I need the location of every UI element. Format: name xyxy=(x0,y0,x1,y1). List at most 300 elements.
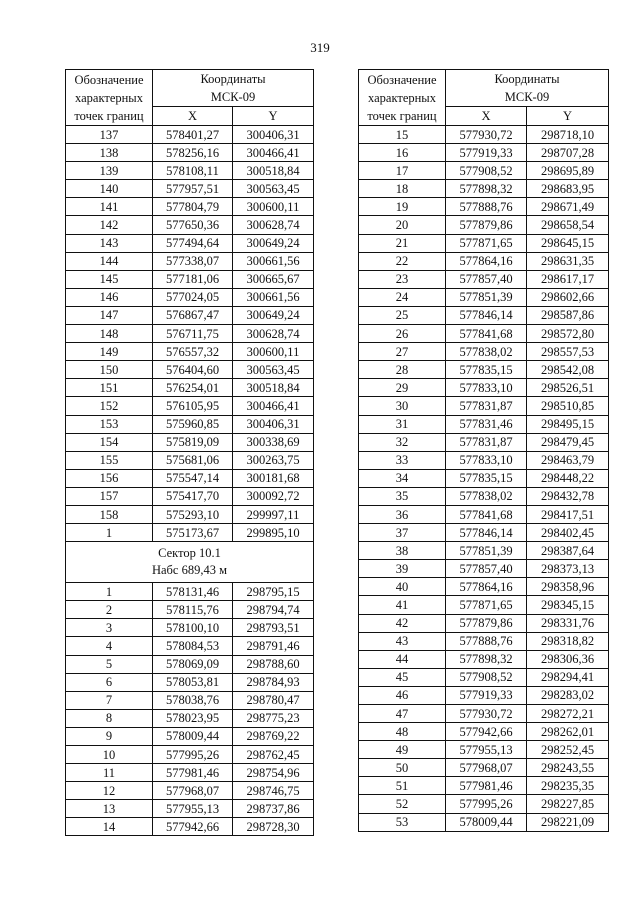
table-row xyxy=(66,782,314,800)
y-coordinate-cell: 298658,54 xyxy=(527,216,609,234)
x-column-header: X xyxy=(446,107,527,126)
y-coordinate-cell: 298294,41 xyxy=(527,668,609,686)
point-number-cell: 148 xyxy=(66,325,153,343)
point-number-cell: 142 xyxy=(66,216,153,234)
x-coordinate-cell: 576867,47 xyxy=(153,306,233,324)
y-coordinate-cell: 300628,74 xyxy=(233,325,314,343)
y-coordinate-cell: 300092,72 xyxy=(233,487,314,505)
point-number-cell: 14 xyxy=(66,818,153,836)
x-coordinate-cell: 577833,10 xyxy=(446,451,527,469)
table-row xyxy=(359,162,609,180)
x-coordinate-cell: 578069,09 xyxy=(153,655,233,673)
x-coordinate-cell: 577804,79 xyxy=(153,198,233,216)
table-row xyxy=(66,487,314,505)
x-coordinate-cell: 578009,44 xyxy=(153,727,233,745)
x-coordinate-cell: 577835,15 xyxy=(446,469,527,487)
y-coordinate-cell: 298510,85 xyxy=(527,397,609,415)
table-row xyxy=(66,234,314,252)
y-coordinate-cell: 298448,22 xyxy=(527,469,609,487)
table-row xyxy=(359,777,609,795)
coordinates-header: Координаты МСК-09 xyxy=(153,70,314,107)
section-area: Набс 689,43 м xyxy=(151,563,228,578)
point-number-cell: 152 xyxy=(66,397,153,415)
table-row xyxy=(359,451,609,469)
table-row xyxy=(359,632,609,650)
y-coordinate-cell: 298463,79 xyxy=(527,451,609,469)
table-row xyxy=(66,727,314,745)
y-coordinate-cell: 298542,08 xyxy=(527,361,609,379)
point-number-cell: 7 xyxy=(66,691,153,709)
point-number-cell: 151 xyxy=(66,379,153,397)
point-number-cell: 39 xyxy=(359,560,446,578)
y-coordinate-cell: 298794,74 xyxy=(233,601,314,619)
x-coordinate-cell: 575417,70 xyxy=(153,487,233,505)
x-coordinate-cell: 577650,36 xyxy=(153,216,233,234)
x-coordinate-cell: 577957,51 xyxy=(153,180,233,198)
x-coordinate-cell: 577888,76 xyxy=(446,198,527,216)
x-coordinate-cell: 577942,66 xyxy=(153,818,233,836)
point-number-cell: 11 xyxy=(66,764,153,782)
y-coordinate-cell: 300466,41 xyxy=(233,144,314,162)
table-row xyxy=(359,723,609,741)
table-row xyxy=(359,795,609,813)
y-coordinate-cell: 298417,51 xyxy=(527,505,609,523)
table-row xyxy=(66,601,314,619)
table-row xyxy=(66,451,314,469)
point-number-cell: 30 xyxy=(359,397,446,415)
table-row xyxy=(359,198,609,216)
table-row xyxy=(66,469,314,487)
x-coordinate-cell: 577851,39 xyxy=(446,542,527,560)
point-number-cell: 31 xyxy=(359,415,446,433)
y-coordinate-cell: 298227,85 xyxy=(527,795,609,813)
x-coordinate-cell: 577871,65 xyxy=(446,234,527,252)
x-coordinate-cell: 577981,46 xyxy=(153,764,233,782)
y-column-header: Y xyxy=(233,107,314,126)
x-coordinate-cell: 577838,02 xyxy=(446,343,527,361)
table-row xyxy=(359,306,609,324)
x-coordinate-cell: 577995,26 xyxy=(153,746,233,764)
y-coordinate-cell: 298526,51 xyxy=(527,379,609,397)
point-number-cell: 41 xyxy=(359,596,446,614)
x-coordinate-cell: 577919,33 xyxy=(446,686,527,704)
table-row xyxy=(359,126,609,144)
point-number-cell: 42 xyxy=(359,614,446,632)
table-row xyxy=(359,614,609,632)
point-number-cell: 6 xyxy=(66,673,153,691)
y-coordinate-cell: 298617,17 xyxy=(527,270,609,288)
table-row xyxy=(359,705,609,723)
table-row xyxy=(66,524,314,542)
table-row xyxy=(66,361,314,379)
x-coordinate-cell: 575173,67 xyxy=(153,524,233,542)
table-row xyxy=(359,252,609,270)
table-row xyxy=(359,759,609,777)
x-coordinate-cell: 577995,26 xyxy=(446,795,527,813)
point-number-cell: 34 xyxy=(359,469,446,487)
table-row xyxy=(359,288,609,306)
point-number-cell: 158 xyxy=(66,505,153,523)
point-number-cell: 156 xyxy=(66,469,153,487)
x-coordinate-cell: 577981,46 xyxy=(446,777,527,795)
y-coordinate-cell: 298602,66 xyxy=(527,288,609,306)
x-coordinate-cell: 577831,87 xyxy=(446,433,527,451)
point-number-cell: 17 xyxy=(359,162,446,180)
x-coordinate-cell: 577968,07 xyxy=(153,782,233,800)
y-coordinate-cell: 300661,56 xyxy=(233,288,314,306)
x-coordinate-cell: 578401,27 xyxy=(153,126,233,144)
table-row xyxy=(359,578,609,596)
y-coordinate-cell: 298784,93 xyxy=(233,673,314,691)
point-number-cell: 52 xyxy=(359,795,446,813)
point-number-cell: 47 xyxy=(359,705,446,723)
coordinates-table-right xyxy=(358,69,609,832)
table-row xyxy=(359,234,609,252)
x-coordinate-cell: 577942,66 xyxy=(446,723,527,741)
point-number-cell: 33 xyxy=(359,451,446,469)
page-number: 319 xyxy=(310,40,330,55)
x-coordinate-cell: 577841,68 xyxy=(446,505,527,523)
table-row xyxy=(359,415,609,433)
point-number-cell: 138 xyxy=(66,144,153,162)
table-row xyxy=(66,198,314,216)
table-row xyxy=(66,415,314,433)
point-number-cell: 20 xyxy=(359,216,446,234)
point-number-cell: 53 xyxy=(359,813,446,831)
y-coordinate-cell: 298272,21 xyxy=(527,705,609,723)
table-row xyxy=(359,668,609,686)
x-coordinate-cell: 577857,40 xyxy=(446,270,527,288)
y-coordinate-cell: 298235,35 xyxy=(527,777,609,795)
table-row xyxy=(359,741,609,759)
table-row xyxy=(66,270,314,288)
point-number-cell: 46 xyxy=(359,686,446,704)
y-coordinate-cell: 298345,15 xyxy=(527,596,609,614)
point-number-cell: 19 xyxy=(359,198,446,216)
table-row xyxy=(359,180,609,198)
point-number-cell: 143 xyxy=(66,234,153,252)
y-coordinate-cell: 298718,10 xyxy=(527,126,609,144)
table-row xyxy=(66,252,314,270)
x-coordinate-cell: 577908,52 xyxy=(446,162,527,180)
y-coordinate-cell: 300600,11 xyxy=(233,343,314,361)
y-coordinate-cell: 298358,96 xyxy=(527,578,609,596)
point-number-cell: 8 xyxy=(66,709,153,727)
y-coordinate-cell: 298695,89 xyxy=(527,162,609,180)
table-row xyxy=(66,306,314,324)
y-coordinate-cell: 300600,11 xyxy=(233,198,314,216)
section-header xyxy=(66,542,314,583)
point-number-cell: 25 xyxy=(359,306,446,324)
y-coordinate-cell: 298373,13 xyxy=(527,560,609,578)
table-row xyxy=(359,144,609,162)
y-coordinate-cell: 300338,69 xyxy=(233,433,314,451)
point-number-cell: 29 xyxy=(359,379,446,397)
x-coordinate-cell: 577888,76 xyxy=(446,632,527,650)
y-coordinate-cell: 300649,24 xyxy=(233,306,314,324)
y-coordinate-cell: 298221,09 xyxy=(527,813,609,831)
table-row xyxy=(66,619,314,637)
point-number-cell: 5 xyxy=(66,655,153,673)
x-coordinate-cell: 577494,64 xyxy=(153,234,233,252)
point-number-cell: 137 xyxy=(66,126,153,144)
y-coordinate-cell: 298762,45 xyxy=(233,746,314,764)
y-coordinate-cell: 298754,96 xyxy=(233,764,314,782)
point-number-cell: 4 xyxy=(66,637,153,655)
y-coordinate-cell: 298587,86 xyxy=(527,306,609,324)
table-row xyxy=(66,583,314,601)
x-coordinate-cell: 577930,72 xyxy=(446,126,527,144)
table-row xyxy=(66,288,314,306)
table-row xyxy=(66,325,314,343)
table-row xyxy=(359,397,609,415)
y-coordinate-cell: 298283,02 xyxy=(527,686,609,704)
table-row xyxy=(66,379,314,397)
table-row xyxy=(359,469,609,487)
y-coordinate-cell: 298331,76 xyxy=(527,614,609,632)
x-coordinate-cell: 575960,85 xyxy=(153,415,233,433)
table-row xyxy=(359,542,609,560)
y-coordinate-cell: 300563,45 xyxy=(233,180,314,198)
point-number-cell: 26 xyxy=(359,325,446,343)
y-coordinate-cell: 298788,60 xyxy=(233,655,314,673)
table-row xyxy=(66,709,314,727)
point-number-cell: 150 xyxy=(66,361,153,379)
table-row xyxy=(359,686,609,704)
x-coordinate-cell: 577871,65 xyxy=(446,596,527,614)
point-number-cell: 22 xyxy=(359,252,446,270)
point-number-cell: 45 xyxy=(359,668,446,686)
point-number-cell: 154 xyxy=(66,433,153,451)
point-number-cell: 23 xyxy=(359,270,446,288)
point-number-cell: 35 xyxy=(359,487,446,505)
point-number-cell: 139 xyxy=(66,162,153,180)
point-number-cell: 44 xyxy=(359,650,446,668)
x-coordinate-cell: 575681,06 xyxy=(153,451,233,469)
x-coordinate-cell: 576105,95 xyxy=(153,397,233,415)
x-coordinate-cell: 577833,10 xyxy=(446,379,527,397)
x-coordinate-cell: 577879,86 xyxy=(446,216,527,234)
x-coordinate-cell: 577846,14 xyxy=(446,306,527,324)
table-row xyxy=(359,325,609,343)
x-coordinate-cell: 577955,13 xyxy=(153,800,233,818)
point-number-cell: 3 xyxy=(66,619,153,637)
point-number-cell: 37 xyxy=(359,524,446,542)
y-coordinate-cell: 298572,80 xyxy=(527,325,609,343)
y-coordinate-cell: 298683,95 xyxy=(527,180,609,198)
x-column-header: X xyxy=(153,107,233,126)
table-row xyxy=(66,433,314,451)
table-row xyxy=(66,505,314,523)
table-row xyxy=(66,691,314,709)
point-number-cell: 144 xyxy=(66,252,153,270)
y-column-header: Y xyxy=(527,107,609,126)
y-coordinate-cell: 300406,31 xyxy=(233,126,314,144)
y-coordinate-cell: 298737,86 xyxy=(233,800,314,818)
table-row xyxy=(359,505,609,523)
point-number-cell: 155 xyxy=(66,451,153,469)
point-number-cell: 145 xyxy=(66,270,153,288)
x-coordinate-cell: 578084,53 xyxy=(153,637,233,655)
x-coordinate-cell: 577930,72 xyxy=(446,705,527,723)
point-number-cell: 48 xyxy=(359,723,446,741)
x-coordinate-cell: 575547,14 xyxy=(153,469,233,487)
x-coordinate-cell: 577851,39 xyxy=(446,288,527,306)
point-number-cell: 149 xyxy=(66,343,153,361)
x-coordinate-cell: 577181,06 xyxy=(153,270,233,288)
y-coordinate-cell: 298402,45 xyxy=(527,524,609,542)
point-number-cell: 140 xyxy=(66,180,153,198)
x-coordinate-cell: 577864,16 xyxy=(446,578,527,596)
x-coordinate-cell: 575293,10 xyxy=(153,505,233,523)
y-coordinate-cell: 300518,84 xyxy=(233,162,314,180)
coordinates-header: Координаты МСК-09 xyxy=(446,70,609,107)
table-row xyxy=(359,343,609,361)
x-coordinate-cell: 577338,07 xyxy=(153,252,233,270)
section-title: Сектор 10.1 xyxy=(158,546,221,561)
table-row xyxy=(66,144,314,162)
point-number-cell: 49 xyxy=(359,741,446,759)
y-coordinate-cell: 298495,15 xyxy=(527,415,609,433)
x-coordinate-cell: 578053,81 xyxy=(153,673,233,691)
x-coordinate-cell: 576557,32 xyxy=(153,343,233,361)
point-number-cell: 10 xyxy=(66,746,153,764)
y-coordinate-cell: 298306,36 xyxy=(527,650,609,668)
point-number-cell: 153 xyxy=(66,415,153,433)
x-coordinate-cell: 577841,68 xyxy=(446,325,527,343)
y-coordinate-cell: 299997,11 xyxy=(233,505,314,523)
table-row xyxy=(66,764,314,782)
y-coordinate-cell: 298769,22 xyxy=(233,727,314,745)
y-coordinate-cell: 298252,45 xyxy=(527,741,609,759)
y-coordinate-cell: 300406,31 xyxy=(233,415,314,433)
table-row xyxy=(66,800,314,818)
y-coordinate-cell: 298557,53 xyxy=(527,343,609,361)
x-coordinate-cell: 577968,07 xyxy=(446,759,527,777)
y-coordinate-cell: 298791,46 xyxy=(233,637,314,655)
y-coordinate-cell: 298793,51 xyxy=(233,619,314,637)
x-coordinate-cell: 578256,16 xyxy=(153,144,233,162)
point-number-cell: 51 xyxy=(359,777,446,795)
point-number-cell: 18 xyxy=(359,180,446,198)
table-row xyxy=(359,361,609,379)
point-number-cell: 15 xyxy=(359,126,446,144)
y-coordinate-cell: 300466,41 xyxy=(233,397,314,415)
point-number-cell: 146 xyxy=(66,288,153,306)
table-row xyxy=(66,655,314,673)
y-coordinate-cell: 300665,67 xyxy=(233,270,314,288)
x-coordinate-cell: 578131,46 xyxy=(153,583,233,601)
coordinates-table-left xyxy=(65,69,314,836)
x-coordinate-cell: 578009,44 xyxy=(446,813,527,831)
point-number-cell: 32 xyxy=(359,433,446,451)
table-row xyxy=(66,216,314,234)
y-coordinate-cell: 298479,45 xyxy=(527,433,609,451)
y-coordinate-cell: 298671,49 xyxy=(527,198,609,216)
y-coordinate-cell: 300661,56 xyxy=(233,252,314,270)
table-row xyxy=(66,673,314,691)
point-number-cell: 147 xyxy=(66,306,153,324)
x-coordinate-cell: 577835,15 xyxy=(446,361,527,379)
table-row xyxy=(66,180,314,198)
table-row xyxy=(66,162,314,180)
x-coordinate-cell: 577857,40 xyxy=(446,560,527,578)
x-coordinate-cell: 577898,32 xyxy=(446,180,527,198)
table-row xyxy=(359,270,609,288)
point-number-cell: 157 xyxy=(66,487,153,505)
table-row xyxy=(359,216,609,234)
table-row xyxy=(359,560,609,578)
x-coordinate-cell: 577908,52 xyxy=(446,668,527,686)
y-coordinate-cell: 298746,75 xyxy=(233,782,314,800)
table-row xyxy=(359,433,609,451)
point-number-cell: 1 xyxy=(66,524,153,542)
y-coordinate-cell: 300649,24 xyxy=(233,234,314,252)
point-designation-header: Обозначение характерных точек границ xyxy=(359,70,446,126)
table-row xyxy=(359,650,609,668)
point-number-cell: 43 xyxy=(359,632,446,650)
x-coordinate-cell: 575819,09 xyxy=(153,433,233,451)
y-coordinate-cell: 298780,47 xyxy=(233,691,314,709)
x-coordinate-cell: 576254,01 xyxy=(153,379,233,397)
table-row xyxy=(66,818,314,836)
table-row xyxy=(66,397,314,415)
table-row xyxy=(359,813,609,831)
x-coordinate-cell: 577919,33 xyxy=(446,144,527,162)
table-row xyxy=(66,126,314,144)
x-coordinate-cell: 576711,75 xyxy=(153,325,233,343)
y-coordinate-cell: 300263,75 xyxy=(233,451,314,469)
point-number-cell: 40 xyxy=(359,578,446,596)
x-coordinate-cell: 578115,76 xyxy=(153,601,233,619)
y-coordinate-cell: 300628,74 xyxy=(233,216,314,234)
table-row xyxy=(66,637,314,655)
x-coordinate-cell: 578108,11 xyxy=(153,162,233,180)
table-row xyxy=(66,746,314,764)
table-row xyxy=(359,379,609,397)
x-coordinate-cell: 577898,32 xyxy=(446,650,527,668)
x-coordinate-cell: 578023,95 xyxy=(153,709,233,727)
x-coordinate-cell: 577879,86 xyxy=(446,614,527,632)
x-coordinate-cell: 577024,05 xyxy=(153,288,233,306)
x-coordinate-cell: 577831,87 xyxy=(446,397,527,415)
y-coordinate-cell: 300518,84 xyxy=(233,379,314,397)
y-coordinate-cell: 298645,15 xyxy=(527,234,609,252)
point-number-cell: 27 xyxy=(359,343,446,361)
y-coordinate-cell: 298318,82 xyxy=(527,632,609,650)
x-coordinate-cell: 577838,02 xyxy=(446,487,527,505)
x-coordinate-cell: 578038,76 xyxy=(153,691,233,709)
point-number-cell: 2 xyxy=(66,601,153,619)
point-number-cell: 141 xyxy=(66,198,153,216)
point-designation-header: Обозначение характерных точек границ xyxy=(66,70,153,126)
point-number-cell: 38 xyxy=(359,542,446,560)
point-number-cell: 28 xyxy=(359,361,446,379)
y-coordinate-cell: 298795,15 xyxy=(233,583,314,601)
y-coordinate-cell: 298728,30 xyxy=(233,818,314,836)
table-row xyxy=(359,596,609,614)
y-coordinate-cell: 298432,78 xyxy=(527,487,609,505)
x-coordinate-cell: 577955,13 xyxy=(446,741,527,759)
section-header-row xyxy=(66,542,314,583)
y-coordinate-cell: 300563,45 xyxy=(233,361,314,379)
point-number-cell: 9 xyxy=(66,727,153,745)
x-coordinate-cell: 577864,16 xyxy=(446,252,527,270)
point-number-cell: 12 xyxy=(66,782,153,800)
point-number-cell: 24 xyxy=(359,288,446,306)
point-number-cell: 50 xyxy=(359,759,446,777)
point-number-cell: 1 xyxy=(66,583,153,601)
